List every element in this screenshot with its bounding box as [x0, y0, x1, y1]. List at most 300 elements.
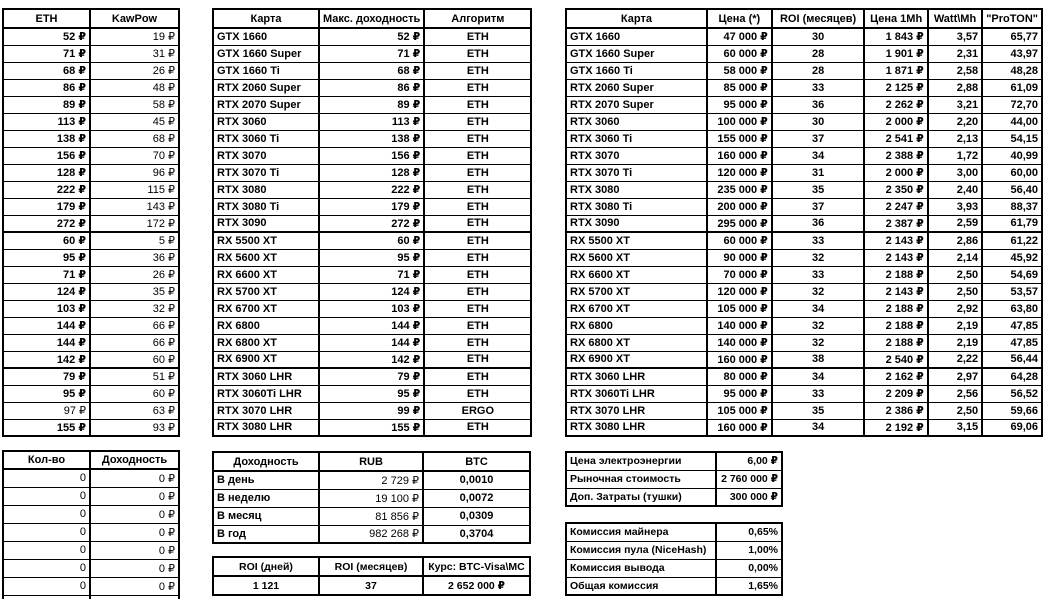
- value-cell[interactable]: 5 ₽: [90, 232, 179, 249]
- value-cell[interactable]: 128 ₽: [3, 164, 90, 181]
- value-cell[interactable]: 144 ₽: [3, 334, 90, 351]
- column-header[interactable]: Watt\Mh: [928, 9, 982, 28]
- value-cell[interactable]: 26 ₽: [90, 266, 179, 283]
- value-cell[interactable]: 2,56: [928, 385, 982, 402]
- value-cell[interactable]: 81 856 ₽: [319, 507, 423, 525]
- value-cell[interactable]: 156 ₽: [3, 147, 90, 164]
- roi-months-cell[interactable]: 32: [772, 317, 865, 334]
- value-cell[interactable]: 2 143 ₽: [864, 232, 927, 249]
- value-cell[interactable]: ETH: [424, 164, 531, 181]
- gpu-card-cell[interactable]: RX 5700 XT: [213, 283, 319, 300]
- value-cell[interactable]: ETH: [424, 334, 531, 351]
- gpu-card-cell[interactable]: GTX 1660 Ti: [213, 62, 319, 79]
- value-cell[interactable]: 3,21: [928, 96, 982, 113]
- roi-months-cell[interactable]: 32: [772, 249, 865, 266]
- value-cell[interactable]: 2 209 ₽: [864, 385, 927, 402]
- value-cell[interactable]: 95 000 ₽: [707, 385, 772, 402]
- gpu-card-cell[interactable]: RX 6600 XT: [566, 266, 707, 283]
- gpu-card-cell[interactable]: RTX 3060Ti LHR: [213, 385, 319, 402]
- value-cell[interactable]: 95 ₽: [3, 385, 90, 402]
- value-cell[interactable]: 155 000 ₽: [707, 130, 772, 147]
- value-cell[interactable]: 113 ₽: [3, 113, 90, 130]
- value-cell[interactable]: 59,66: [982, 402, 1042, 419]
- value-cell[interactable]: 48,28: [982, 62, 1042, 79]
- value-cell[interactable]: 2 143 ₽: [864, 283, 927, 300]
- value-cell[interactable]: 0,0010: [423, 471, 530, 489]
- gpu-card-cell[interactable]: RTX 3080: [566, 181, 707, 198]
- roi-months-cell[interactable]: 36: [772, 215, 865, 232]
- value-cell[interactable]: 2 188 ₽: [864, 317, 927, 334]
- value-cell[interactable]: 63,80: [982, 300, 1042, 317]
- value-cell[interactable]: 160 000 ₽: [707, 147, 772, 164]
- value-cell[interactable]: 0,3704: [423, 525, 530, 543]
- value-cell[interactable]: 56,52: [982, 385, 1042, 402]
- value-cell[interactable]: 2,19: [928, 317, 982, 334]
- value-cell[interactable]: 47 000 ₽: [707, 28, 772, 45]
- value-cell[interactable]: 47,85: [982, 334, 1042, 351]
- value-cell[interactable]: 105 000 ₽: [707, 300, 772, 317]
- value-cell[interactable]: 60 000 ₽: [707, 232, 772, 249]
- value-cell[interactable]: 86 ₽: [3, 79, 90, 96]
- value-cell[interactable]: 2 188 ₽: [864, 334, 927, 351]
- gpu-card-cell[interactable]: GTX 1660 Super: [213, 45, 319, 62]
- clipped-cell[interactable]: [90, 595, 179, 599]
- value-cell[interactable]: 124 ₽: [319, 283, 424, 300]
- value-cell[interactable]: 93 ₽: [90, 419, 179, 436]
- roi-months-cell[interactable]: 37: [772, 130, 865, 147]
- column-header[interactable]: Алгоритм: [424, 9, 531, 28]
- gpu-card-cell[interactable]: RTX 3060 LHR: [566, 368, 707, 385]
- value-cell[interactable]: 160 000 ₽: [707, 419, 772, 436]
- value-cell[interactable]: 86 ₽: [319, 79, 424, 96]
- value-cell[interactable]: 179 ₽: [3, 198, 90, 215]
- column-header[interactable]: Макс. доходность: [319, 9, 424, 28]
- value-cell[interactable]: 138 ₽: [3, 130, 90, 147]
- value-cell[interactable]: 70 ₽: [90, 147, 179, 164]
- gpu-card-cell[interactable]: RTX 3080 Ti: [566, 198, 707, 215]
- column-header[interactable]: ETH: [3, 9, 90, 28]
- value-cell[interactable]: 3,57: [928, 28, 982, 45]
- value-cell[interactable]: 1 843 ₽: [864, 28, 927, 45]
- roi-months-cell[interactable]: 37: [772, 198, 865, 215]
- value-cell[interactable]: 3,93: [928, 198, 982, 215]
- row-label-cell[interactable]: Цена электроэнергии: [566, 452, 716, 470]
- value-cell[interactable]: 36 ₽: [90, 249, 179, 266]
- roi-months-cell[interactable]: 33: [772, 385, 865, 402]
- value-cell[interactable]: 2,50: [928, 402, 982, 419]
- value-cell[interactable]: 2,58: [928, 62, 982, 79]
- value-cell[interactable]: 53,57: [982, 283, 1042, 300]
- value-cell[interactable]: 2,50: [928, 283, 982, 300]
- gpu-card-cell[interactable]: RX 5500 XT: [566, 232, 707, 249]
- clipped-cell[interactable]: [3, 595, 90, 599]
- value-cell[interactable]: 2,31: [928, 45, 982, 62]
- column-header[interactable]: Доходность: [90, 451, 179, 469]
- row-label-cell[interactable]: Комиссия пула (NiceHash): [566, 541, 716, 559]
- value-cell[interactable]: 2 188 ₽: [864, 266, 927, 283]
- roi-months-cell[interactable]: 31: [772, 164, 865, 181]
- value-cell[interactable]: 300 000 ₽: [716, 488, 782, 506]
- value-cell[interactable]: 155 ₽: [3, 419, 90, 436]
- value-cell[interactable]: 60 000 ₽: [707, 45, 772, 62]
- column-header[interactable]: Карта: [566, 9, 707, 28]
- value-cell[interactable]: 138 ₽: [319, 130, 424, 147]
- value-cell[interactable]: 95 ₽: [319, 249, 424, 266]
- gpu-card-cell[interactable]: RTX 3070: [213, 147, 319, 164]
- value-cell[interactable]: ETH: [424, 368, 531, 385]
- value-cell[interactable]: 144 ₽: [319, 334, 424, 351]
- gpu-card-cell[interactable]: GTX 1660 Ti: [566, 62, 707, 79]
- value-cell[interactable]: 6,00 ₽: [716, 452, 782, 470]
- value-cell[interactable]: 2 247 ₽: [864, 198, 927, 215]
- roi-months-cell[interactable]: 32: [772, 283, 865, 300]
- value-cell[interactable]: 142 ₽: [319, 351, 424, 368]
- value-cell[interactable]: 0,00%: [716, 559, 782, 577]
- value-cell[interactable]: 0 ₽: [90, 577, 179, 595]
- value-cell[interactable]: 71 ₽: [3, 45, 90, 62]
- value-cell[interactable]: 2 541 ₽: [864, 130, 927, 147]
- value-cell[interactable]: 3,15: [928, 419, 982, 436]
- value-cell[interactable]: 1,72: [928, 147, 982, 164]
- value-cell[interactable]: 60 ₽: [3, 232, 90, 249]
- gpu-card-cell[interactable]: RX 6700 XT: [566, 300, 707, 317]
- value-cell[interactable]: 19 100 ₽: [319, 489, 423, 507]
- value-cell[interactable]: 80 000 ₽: [707, 368, 772, 385]
- column-header[interactable]: RUB: [319, 452, 423, 471]
- value-cell[interactable]: 2 540 ₽: [864, 351, 927, 368]
- gpu-card-cell[interactable]: GTX 1660: [213, 28, 319, 45]
- column-header[interactable]: ROI (месяцев): [319, 557, 423, 576]
- gpu-card-cell[interactable]: RX 6800 XT: [566, 334, 707, 351]
- value-cell[interactable]: 103 ₽: [3, 300, 90, 317]
- value-cell[interactable]: 0 ₽: [90, 559, 179, 577]
- value-cell[interactable]: 0: [3, 523, 90, 541]
- column-header[interactable]: Цена (*): [707, 9, 772, 28]
- gpu-card-cell[interactable]: RTX 3060: [213, 113, 319, 130]
- value-cell[interactable]: ETH: [424, 351, 531, 368]
- value-cell[interactable]: 95 000 ₽: [707, 96, 772, 113]
- value-cell[interactable]: 65,77: [982, 28, 1042, 45]
- value-cell[interactable]: 100 000 ₽: [707, 113, 772, 130]
- column-header[interactable]: ROI (дней): [213, 557, 319, 576]
- value-cell[interactable]: 47,85: [982, 317, 1042, 334]
- value-cell[interactable]: 144 ₽: [3, 317, 90, 334]
- value-cell[interactable]: 2,92: [928, 300, 982, 317]
- column-header[interactable]: Доходность: [213, 452, 319, 471]
- gpu-card-cell[interactable]: RTX 3080 Ti: [213, 198, 319, 215]
- value-cell[interactable]: 2 125 ₽: [864, 79, 927, 96]
- gpu-card-cell[interactable]: RTX 3060 LHR: [213, 368, 319, 385]
- value-cell[interactable]: 61,79: [982, 215, 1042, 232]
- gpu-card-cell[interactable]: RTX 3070 LHR: [566, 402, 707, 419]
- value-cell[interactable]: 0,65%: [716, 523, 782, 541]
- value-cell[interactable]: 2,19: [928, 334, 982, 351]
- value-cell[interactable]: ETH: [424, 62, 531, 79]
- column-header[interactable]: KawPow: [90, 9, 179, 28]
- value-cell[interactable]: 2,50: [928, 266, 982, 283]
- value-cell[interactable]: 52 ₽: [3, 28, 90, 45]
- value-cell[interactable]: 70 000 ₽: [707, 266, 772, 283]
- value-cell[interactable]: 64,28: [982, 368, 1042, 385]
- value-cell[interactable]: 156 ₽: [319, 147, 424, 164]
- value-cell[interactable]: 235 000 ₽: [707, 181, 772, 198]
- value-cell[interactable]: 2 143 ₽: [864, 249, 927, 266]
- value-cell[interactable]: 0: [3, 487, 90, 505]
- value-cell[interactable]: 69,06: [982, 419, 1042, 436]
- value-cell[interactable]: 124 ₽: [3, 283, 90, 300]
- gpu-card-cell[interactable]: RTX 3080: [213, 181, 319, 198]
- value-cell[interactable]: 272 ₽: [319, 215, 424, 232]
- value-cell[interactable]: 45,92: [982, 249, 1042, 266]
- value-cell[interactable]: 2 729 ₽: [319, 471, 423, 489]
- value-cell[interactable]: 68 ₽: [319, 62, 424, 79]
- value-cell[interactable]: ERGO: [424, 402, 531, 419]
- value-cell[interactable]: ETH: [424, 419, 531, 436]
- value-cell[interactable]: 2 350 ₽: [864, 181, 927, 198]
- value-cell[interactable]: 0 ₽: [90, 505, 179, 523]
- value-cell[interactable]: 60,00: [982, 164, 1042, 181]
- value-cell[interactable]: 71 ₽: [319, 45, 424, 62]
- gpu-card-cell[interactable]: RX 6800: [213, 317, 319, 334]
- value-cell[interactable]: ETH: [424, 249, 531, 266]
- value-cell[interactable]: 58 ₽: [90, 96, 179, 113]
- value-cell[interactable]: 1,65%: [716, 577, 782, 595]
- roi-months-cell[interactable]: 30: [772, 113, 865, 130]
- roi-months-cell[interactable]: 36: [772, 96, 865, 113]
- value-cell[interactable]: 0 ₽: [90, 523, 179, 541]
- roi-months-cell[interactable]: 28: [772, 62, 865, 79]
- gpu-card-cell[interactable]: RTX 3080 LHR: [213, 419, 319, 436]
- value-cell[interactable]: 2 652 000 ₽: [423, 576, 530, 595]
- value-cell[interactable]: 44,00: [982, 113, 1042, 130]
- value-cell[interactable]: 128 ₽: [319, 164, 424, 181]
- value-cell[interactable]: 3,00: [928, 164, 982, 181]
- value-cell[interactable]: 172 ₽: [90, 215, 179, 232]
- roi-months-cell[interactable]: 33: [772, 79, 865, 96]
- gpu-card-cell[interactable]: RTX 3070 Ti: [213, 164, 319, 181]
- column-header[interactable]: Курс: BTC-Visa\MC: [423, 557, 530, 576]
- gpu-card-cell[interactable]: RTX 2070 Super: [213, 96, 319, 113]
- value-cell[interactable]: 2 162 ₽: [864, 368, 927, 385]
- gpu-card-cell[interactable]: RTX 3090: [213, 215, 319, 232]
- value-cell[interactable]: 56,40: [982, 181, 1042, 198]
- value-cell[interactable]: 1 901 ₽: [864, 45, 927, 62]
- value-cell[interactable]: 2,88: [928, 79, 982, 96]
- value-cell[interactable]: 295 000 ₽: [707, 215, 772, 232]
- value-cell[interactable]: 66 ₽: [90, 334, 179, 351]
- value-cell[interactable]: 26 ₽: [90, 62, 179, 79]
- row-label-cell[interactable]: Доп. Затраты (тушки): [566, 488, 716, 506]
- value-cell[interactable]: 1 871 ₽: [864, 62, 927, 79]
- value-cell[interactable]: 2 188 ₽: [864, 300, 927, 317]
- roi-months-cell[interactable]: 34: [772, 300, 865, 317]
- gpu-card-cell[interactable]: RTX 3070: [566, 147, 707, 164]
- value-cell[interactable]: 0 ₽: [90, 541, 179, 559]
- value-cell[interactable]: 61,22: [982, 232, 1042, 249]
- gpu-card-cell[interactable]: GTX 1660 Super: [566, 45, 707, 62]
- value-cell[interactable]: 105 000 ₽: [707, 402, 772, 419]
- value-cell[interactable]: ETH: [424, 113, 531, 130]
- value-cell[interactable]: 103 ₽: [319, 300, 424, 317]
- gpu-card-cell[interactable]: RX 5700 XT: [566, 283, 707, 300]
- value-cell[interactable]: 222 ₽: [3, 181, 90, 198]
- value-cell[interactable]: 79 ₽: [319, 368, 424, 385]
- value-cell[interactable]: 60 ₽: [90, 351, 179, 368]
- value-cell[interactable]: ETH: [424, 28, 531, 45]
- value-cell[interactable]: 200 000 ₽: [707, 198, 772, 215]
- value-cell[interactable]: 2,86: [928, 232, 982, 249]
- value-cell[interactable]: 115 ₽: [90, 181, 179, 198]
- roi-months-cell[interactable]: 33: [772, 232, 865, 249]
- value-cell[interactable]: 2,59: [928, 215, 982, 232]
- value-cell[interactable]: ETH: [424, 317, 531, 334]
- gpu-card-cell[interactable]: RTX 3060 Ti: [213, 130, 319, 147]
- value-cell[interactable]: 56,44: [982, 351, 1042, 368]
- value-cell[interactable]: 0: [3, 559, 90, 577]
- gpu-card-cell[interactable]: RTX 2060 Super: [566, 79, 707, 96]
- gpu-card-cell[interactable]: RX 6900 XT: [566, 351, 707, 368]
- value-cell[interactable]: ETH: [424, 266, 531, 283]
- value-cell[interactable]: 155 ₽: [319, 419, 424, 436]
- roi-months-cell[interactable]: 35: [772, 181, 865, 198]
- value-cell[interactable]: 97 ₽: [3, 402, 90, 419]
- gpu-card-cell[interactable]: RTX 3060: [566, 113, 707, 130]
- value-cell[interactable]: 54,69: [982, 266, 1042, 283]
- column-header[interactable]: Карта: [213, 9, 319, 28]
- value-cell[interactable]: 2 000 ₽: [864, 113, 927, 130]
- value-cell[interactable]: 982 268 ₽: [319, 525, 423, 543]
- value-cell[interactable]: 95 ₽: [319, 385, 424, 402]
- value-cell[interactable]: 2 262 ₽: [864, 96, 927, 113]
- value-cell[interactable]: 0: [3, 577, 90, 595]
- roi-months-cell[interactable]: 34: [772, 419, 865, 436]
- value-cell[interactable]: 113 ₽: [319, 113, 424, 130]
- value-cell[interactable]: 0: [3, 505, 90, 523]
- value-cell[interactable]: 0: [3, 541, 90, 559]
- value-cell[interactable]: 60 ₽: [90, 385, 179, 402]
- value-cell[interactable]: 68 ₽: [3, 62, 90, 79]
- value-cell[interactable]: ETH: [424, 283, 531, 300]
- gpu-card-cell[interactable]: RX 6800: [566, 317, 707, 334]
- value-cell[interactable]: 37: [319, 576, 423, 595]
- roi-months-cell[interactable]: 28: [772, 45, 865, 62]
- roi-months-cell[interactable]: 35: [772, 402, 865, 419]
- row-label-cell[interactable]: В год: [213, 525, 319, 543]
- row-label-cell[interactable]: Общая комиссия: [566, 577, 716, 595]
- value-cell[interactable]: 272 ₽: [3, 215, 90, 232]
- row-label-cell[interactable]: Комиссия майнера: [566, 523, 716, 541]
- gpu-card-cell[interactable]: GTX 1660: [566, 28, 707, 45]
- value-cell[interactable]: 2 760 000 ₽: [716, 470, 782, 488]
- roi-months-cell[interactable]: 32: [772, 334, 865, 351]
- value-cell[interactable]: 61,09: [982, 79, 1042, 96]
- row-label-cell[interactable]: В месяц: [213, 507, 319, 525]
- value-cell[interactable]: 99 ₽: [319, 402, 424, 419]
- value-cell[interactable]: 140 000 ₽: [707, 317, 772, 334]
- value-cell[interactable]: 48 ₽: [90, 79, 179, 96]
- value-cell[interactable]: 120 000 ₽: [707, 164, 772, 181]
- roi-months-cell[interactable]: 34: [772, 368, 865, 385]
- gpu-card-cell[interactable]: RX 6900 XT: [213, 351, 319, 368]
- value-cell[interactable]: 88,37: [982, 198, 1042, 215]
- value-cell[interactable]: 52 ₽: [319, 28, 424, 45]
- value-cell[interactable]: 68 ₽: [90, 130, 179, 147]
- value-cell[interactable]: 40,99: [982, 147, 1042, 164]
- value-cell[interactable]: 2,40: [928, 181, 982, 198]
- value-cell[interactable]: 2,13: [928, 130, 982, 147]
- value-cell[interactable]: 60 ₽: [319, 232, 424, 249]
- value-cell[interactable]: 66 ₽: [90, 317, 179, 334]
- value-cell[interactable]: 2,97: [928, 368, 982, 385]
- gpu-card-cell[interactable]: RX 6600 XT: [213, 266, 319, 283]
- roi-months-cell[interactable]: 34: [772, 147, 865, 164]
- value-cell[interactable]: 160 000 ₽: [707, 351, 772, 368]
- value-cell[interactable]: 179 ₽: [319, 198, 424, 215]
- value-cell[interactable]: 2 000 ₽: [864, 164, 927, 181]
- value-cell[interactable]: ETH: [424, 45, 531, 62]
- gpu-card-cell[interactable]: RX 5600 XT: [213, 249, 319, 266]
- value-cell[interactable]: 0: [3, 469, 90, 487]
- value-cell[interactable]: 2 192 ₽: [864, 419, 927, 436]
- gpu-card-cell[interactable]: RTX 2060 Super: [213, 79, 319, 96]
- gpu-card-cell[interactable]: RTX 3080 LHR: [566, 419, 707, 436]
- value-cell[interactable]: 51 ₽: [90, 368, 179, 385]
- value-cell[interactable]: 89 ₽: [3, 96, 90, 113]
- roi-months-cell[interactable]: 30: [772, 28, 865, 45]
- column-header[interactable]: "ProTON": [982, 9, 1042, 28]
- value-cell[interactable]: 72,70: [982, 96, 1042, 113]
- gpu-card-cell[interactable]: RX 5600 XT: [566, 249, 707, 266]
- value-cell[interactable]: 1 121: [213, 576, 319, 595]
- value-cell[interactable]: 120 000 ₽: [707, 283, 772, 300]
- value-cell[interactable]: ETH: [424, 232, 531, 249]
- roi-months-cell[interactable]: 33: [772, 266, 865, 283]
- value-cell[interactable]: 63 ₽: [90, 402, 179, 419]
- value-cell[interactable]: 89 ₽: [319, 96, 424, 113]
- gpu-card-cell[interactable]: RTX 3070 Ti: [566, 164, 707, 181]
- value-cell[interactable]: 1,00%: [716, 541, 782, 559]
- value-cell[interactable]: 222 ₽: [319, 181, 424, 198]
- value-cell[interactable]: 0,0072: [423, 489, 530, 507]
- row-label-cell[interactable]: Рыночная стоимость: [566, 470, 716, 488]
- gpu-card-cell[interactable]: RTX 3070 LHR: [213, 402, 319, 419]
- gpu-card-cell[interactable]: RTX 3090: [566, 215, 707, 232]
- value-cell[interactable]: 54,15: [982, 130, 1042, 147]
- value-cell[interactable]: 2 387 ₽: [864, 215, 927, 232]
- value-cell[interactable]: ETH: [424, 96, 531, 113]
- value-cell[interactable]: 96 ₽: [90, 164, 179, 181]
- column-header[interactable]: ROI (месяцев): [772, 9, 865, 28]
- value-cell[interactable]: 140 000 ₽: [707, 334, 772, 351]
- value-cell[interactable]: 142 ₽: [3, 351, 90, 368]
- value-cell[interactable]: 85 000 ₽: [707, 79, 772, 96]
- value-cell[interactable]: 31 ₽: [90, 45, 179, 62]
- value-cell[interactable]: 144 ₽: [319, 317, 424, 334]
- value-cell[interactable]: 58 000 ₽: [707, 62, 772, 79]
- row-label-cell[interactable]: В неделю: [213, 489, 319, 507]
- value-cell[interactable]: ETH: [424, 215, 531, 232]
- value-cell[interactable]: 2 388 ₽: [864, 147, 927, 164]
- value-cell[interactable]: 0 ₽: [90, 487, 179, 505]
- column-header[interactable]: Цена 1Mh: [864, 9, 927, 28]
- value-cell[interactable]: 90 000 ₽: [707, 249, 772, 266]
- value-cell[interactable]: 2 386 ₽: [864, 402, 927, 419]
- gpu-card-cell[interactable]: RX 6800 XT: [213, 334, 319, 351]
- gpu-card-cell[interactable]: RX 6700 XT: [213, 300, 319, 317]
- value-cell[interactable]: 43,97: [982, 45, 1042, 62]
- value-cell[interactable]: 0 ₽: [90, 469, 179, 487]
- gpu-card-cell[interactable]: RTX 3060Ti LHR: [566, 385, 707, 402]
